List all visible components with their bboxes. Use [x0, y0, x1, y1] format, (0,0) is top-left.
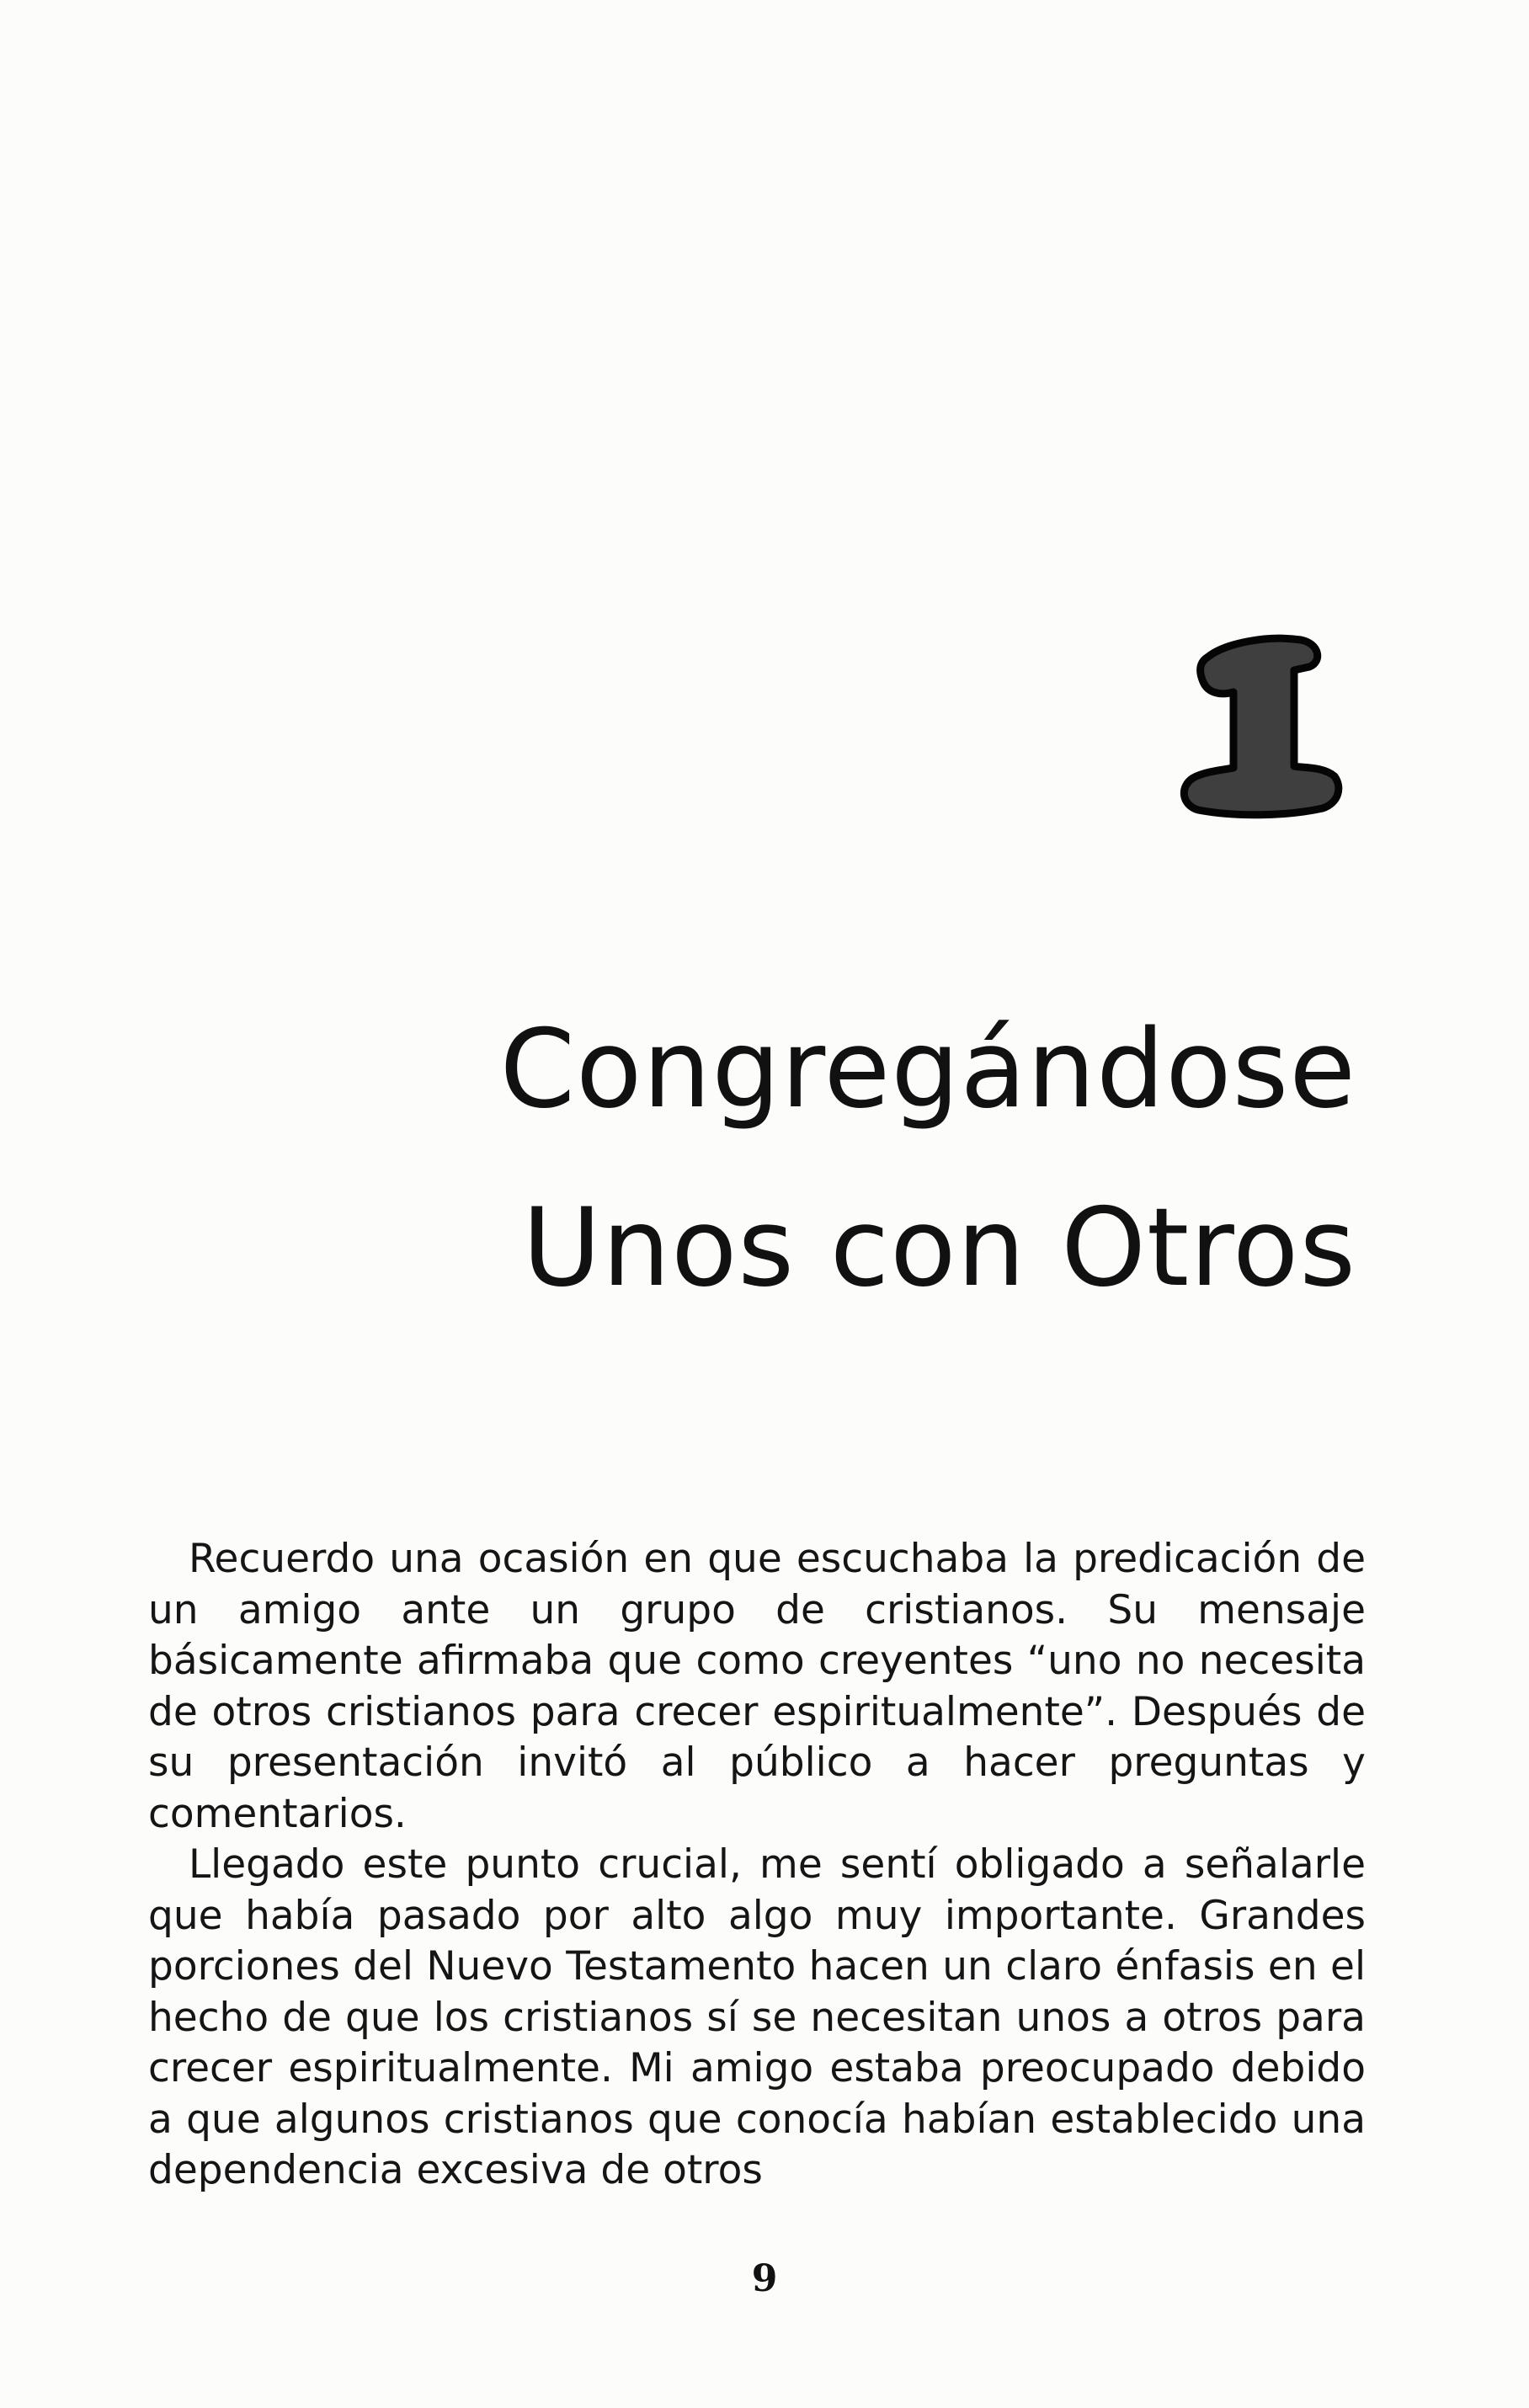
chapter-title-line-2: Unos con Otros	[522, 1185, 1356, 1311]
chapter-number-glyph	[1175, 623, 1343, 825]
paragraph: Recuerdo una ocasión en que escuchaba la predicación de un amigo ante un grupo de cristianos. Su mensaje básicamente afirmaba que como creyentes “uno no necesita de otros cristianos para crecer espiritualmente”. Después de su presentación invitó al público a hacer preguntas y comentarios.	[148, 1536, 1366, 1837]
chapter-title-line-1: Congregándose	[499, 1007, 1356, 1132]
body-text	[148, 1534, 1366, 2197]
page-number: 9	[751, 2257, 778, 2300]
chapter-number	[1175, 623, 1343, 825]
paragraph: Llegado este punto crucial, me sentí obligado a señalarle que había pasado por alto algo muy importante. Grandes porciones del Nuevo Testamento hacen un claro énfasis en el hecho de que los cristianos sí se necesitan unos a otros para crecer espiritualmente. Mi amigo estaba preocupado debido a que algunos cristianos que conocía habían establecido una dependencia excesiva de otros	[148, 1841, 1366, 2193]
chapter-title	[500, 981, 1356, 1338]
